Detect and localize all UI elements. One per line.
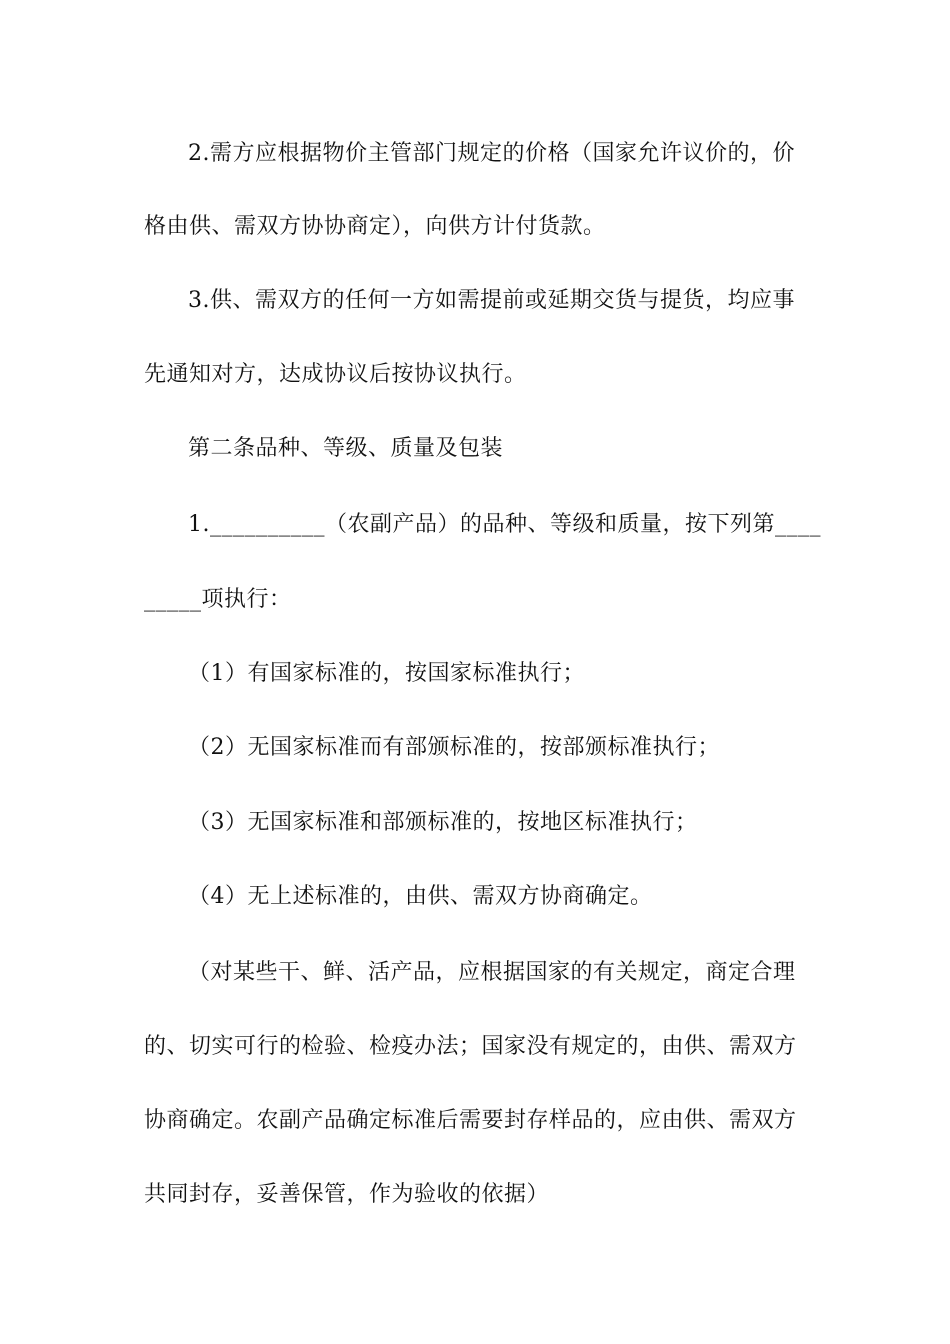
standard-option-2: （2）无国家标准而有部颁标准的，按部颁标准执行； [188,735,720,760]
clause-3-line-2: 先通知对方，达成协议后按协议执行。 [144,362,527,387]
note-line-1: （对某些干、鲜、活产品，应根据国家的有关规定，商定合理 [188,960,796,985]
note-line-4: 共同封存，妥善保管，作为验收的依据） [144,1182,550,1207]
note-line-2: 的、切实可行的检验、检疫办法；国家没有规定的，由供、需双方 [144,1034,797,1059]
clause-2-line-2: 格由供、需双方协协商定），向供方计付货款。 [144,214,606,239]
note-line-3: 协商确定。农副产品确定标准后需要封存样品的，应由供、需双方 [144,1108,797,1133]
item-1-line-2: _____项执行： [144,587,292,612]
item-1-line-1: 1.__________（农副产品）的品种、等级和质量，按下列第____ [188,512,821,537]
standard-option-1: （1）有国家标准的，按国家标准执行； [188,661,585,686]
clause-3-line-1: 3.供、需双方的任何一方如需提前或延期交货与提货，均应事 [188,288,795,313]
section-heading: 第二条品种、等级、质量及包装 [188,436,504,461]
standard-option-3: （3）无国家标准和部颁标准的，按地区标准执行； [188,810,698,835]
clause-2-line-1: 2.需方应根据物价主管部门规定的价格（国家允许议价的，价 [188,141,795,166]
standard-option-4: （4）无上述标准的，由供、需双方协商确定。 [188,884,653,909]
